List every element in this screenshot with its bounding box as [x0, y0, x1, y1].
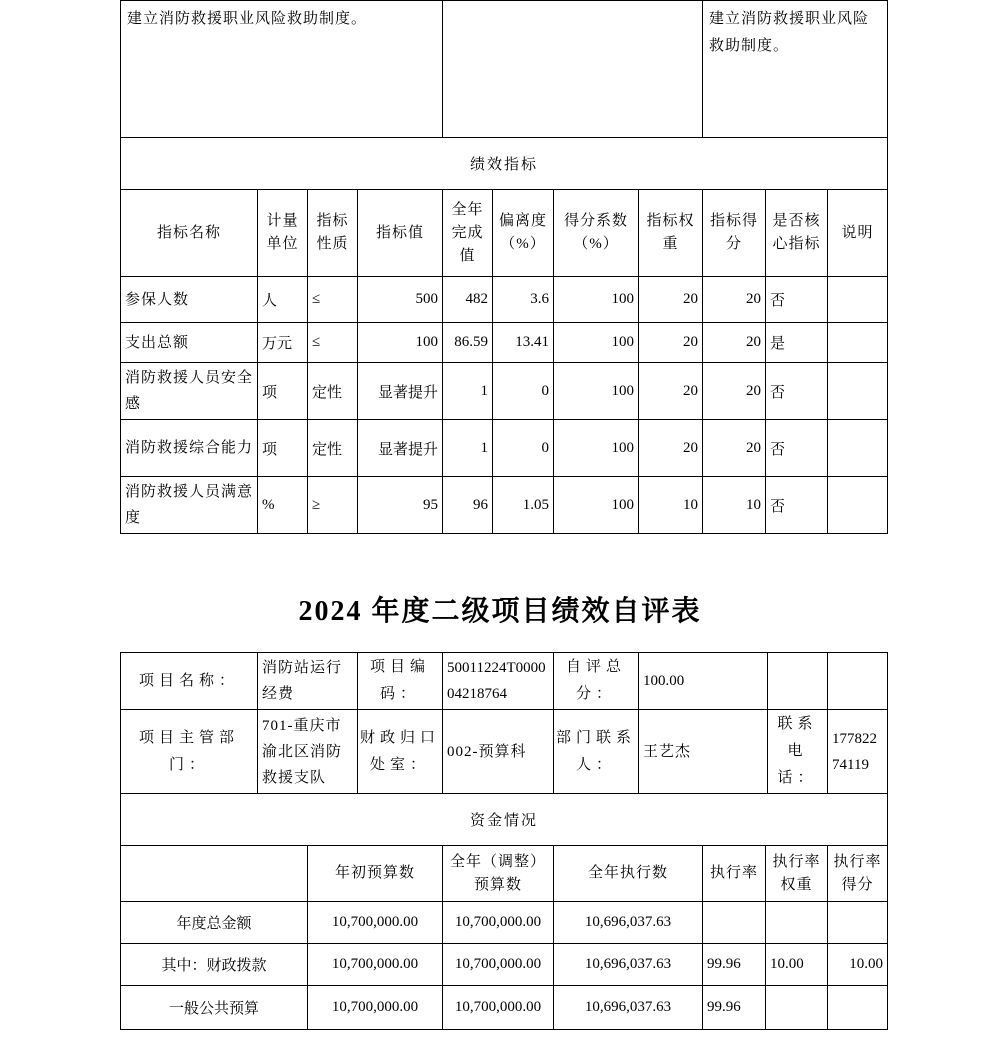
header-rate-score: 执行率得分	[828, 846, 888, 902]
score-cell: 20	[703, 323, 766, 363]
weight-cell: 20	[639, 363, 703, 420]
initial-budget-cell: 10,700,000.00	[308, 986, 443, 1030]
rate-score-cell	[828, 986, 888, 1030]
indicator-name-cell: 参保人数	[121, 277, 258, 323]
score-cell: 20	[703, 420, 766, 477]
indicator-row	[121, 323, 888, 363]
header-note: 说明	[828, 190, 888, 277]
adjusted-budget-cell: 10,700,000.00	[443, 986, 554, 1030]
exec-rate-cell: 99.96	[703, 986, 766, 1030]
rate-score-cell: 10.00	[828, 944, 888, 986]
indicators-section-row	[121, 138, 888, 190]
indicator-name-cell: 消防救援综合能力	[121, 420, 258, 477]
funding-row-label: 一般公共预算	[121, 986, 308, 1030]
dept-value: 701-重庆市渝北区消防救援支队	[258, 710, 358, 794]
phone-label: 联系电话：	[768, 710, 828, 794]
unit-cell: 人	[258, 277, 308, 323]
header-row-label	[121, 846, 308, 902]
indicator-row	[121, 277, 888, 323]
actual-cell: 1	[443, 363, 493, 420]
deviation-cell: 3.6	[493, 277, 554, 323]
header-score-coef: 得分系数（%）	[554, 190, 639, 277]
self-score-label: 自评总分：	[554, 653, 639, 710]
unit-cell: 万元	[258, 323, 308, 363]
funding-section-title: 资金情况	[121, 794, 888, 846]
funding-section-row	[121, 794, 888, 846]
header-deviation: 偏离度（%）	[493, 190, 554, 277]
project-code-value: 50011224T000004218764	[443, 653, 554, 710]
unit-cell: 项	[258, 363, 308, 420]
header-indicator-name: 指标名称	[121, 190, 258, 277]
weight-cell: 20	[639, 420, 703, 477]
target-cell: 显著提升	[358, 420, 443, 477]
note-cell	[828, 363, 888, 420]
contact-label: 部门联系人：	[554, 710, 639, 794]
funding-row	[121, 986, 888, 1030]
page-title: 2024 年度二级项目绩效自评表	[298, 596, 702, 627]
weight-cell: 20	[639, 277, 703, 323]
exec-rate-cell: 99.96	[703, 944, 766, 986]
header-actual: 全年完成值	[443, 190, 493, 277]
core-cell: 是	[766, 323, 828, 363]
score-coef-cell: 100	[554, 323, 639, 363]
unit-cell: %	[258, 477, 308, 534]
indicator-row	[121, 477, 888, 534]
score-cell: 20	[703, 277, 766, 323]
weight-cell: 20	[639, 323, 703, 363]
score-coef-cell: 100	[554, 477, 639, 534]
continuation-right-cell: 建立消防救援职业风险救助制度。	[703, 1, 888, 138]
performance-indicators-table	[120, 0, 888, 534]
weight-cell: 10	[639, 477, 703, 534]
target-cell: 95	[358, 477, 443, 534]
target-cell: 500	[358, 277, 443, 323]
actual-cell: 96	[443, 477, 493, 534]
self-score-value: 100.00	[639, 653, 768, 710]
executed-cell: 10,696,037.63	[554, 944, 703, 986]
funding-header-row	[121, 846, 888, 902]
funding-table	[120, 793, 888, 1030]
header-executed: 全年执行数	[554, 846, 703, 902]
rate-weight-cell	[766, 902, 828, 944]
header-adjusted-budget: 全年（调整）预算数	[443, 846, 554, 902]
header-unit: 计量单位	[258, 190, 308, 277]
target-cell: 100	[358, 323, 443, 363]
score-cell: 10	[703, 477, 766, 534]
initial-budget-cell: 10,700,000.00	[308, 944, 443, 986]
nature-cell: ≤	[308, 323, 358, 363]
finance-office-value: 002-预算科	[443, 710, 554, 794]
continuation-middle-cell	[443, 1, 703, 138]
phone-value: 17782274119	[828, 710, 888, 794]
note-cell	[828, 323, 888, 363]
project-info-row	[121, 653, 888, 710]
note-cell	[828, 420, 888, 477]
continuation-left-cell: 建立消防救援职业风险救助制度。	[121, 1, 443, 138]
header-exec-rate: 执行率	[703, 846, 766, 902]
continuation-row	[121, 1, 888, 138]
actual-cell: 1	[443, 420, 493, 477]
header-core: 是否核心指标	[766, 190, 828, 277]
score-coef-cell: 100	[554, 420, 639, 477]
project-info-row	[121, 710, 888, 794]
adjusted-budget-cell: 10,700,000.00	[443, 944, 554, 986]
empty-cell	[768, 653, 828, 710]
nature-cell: 定性	[308, 363, 358, 420]
header-nature: 指标性质	[308, 190, 358, 277]
indicator-row	[121, 420, 888, 477]
dept-label: 项目主管部门：	[121, 710, 258, 794]
core-cell: 否	[766, 363, 828, 420]
project-name-label: 项目名称：	[121, 653, 258, 710]
score-cell: 20	[703, 363, 766, 420]
nature-cell: ≥	[308, 477, 358, 534]
nature-cell: ≤	[308, 277, 358, 323]
funding-row-label: 其中：财政拨款	[121, 944, 308, 986]
deviation-cell: 1.05	[493, 477, 554, 534]
note-cell	[828, 277, 888, 323]
header-target: 指标值	[358, 190, 443, 277]
initial-budget-cell: 10,700,000.00	[308, 902, 443, 944]
deviation-cell: 0	[493, 363, 554, 420]
actual-cell: 482	[443, 277, 493, 323]
executed-cell: 10,696,037.63	[554, 986, 703, 1030]
executed-cell: 10,696,037.63	[554, 902, 703, 944]
header-weight: 指标权重	[639, 190, 703, 277]
indicator-name-cell: 消防救援人员满意度	[121, 477, 258, 534]
rate-score-cell	[828, 902, 888, 944]
funding-row-label: 年度总金额	[121, 902, 308, 944]
actual-cell: 86.59	[443, 323, 493, 363]
header-rate-weight: 执行率权重	[766, 846, 828, 902]
project-name-value: 消防站运行经费	[258, 653, 358, 710]
rate-weight-cell	[766, 986, 828, 1030]
project-code-label: 项目编码：	[358, 653, 443, 710]
empty-cell	[828, 653, 888, 710]
header-initial-budget: 年初预算数	[308, 846, 443, 902]
finance-office-label: 财政归口处室：	[358, 710, 443, 794]
core-cell: 否	[766, 420, 828, 477]
indicator-name-cell: 支出总额	[121, 323, 258, 363]
deviation-cell: 0	[493, 420, 554, 477]
project-info-table	[120, 652, 888, 794]
adjusted-budget-cell: 10,700,000.00	[443, 902, 554, 944]
note-cell	[828, 477, 888, 534]
indicator-row	[121, 363, 888, 420]
score-coef-cell: 100	[554, 363, 639, 420]
core-cell: 否	[766, 477, 828, 534]
indicator-name-cell: 消防救援人员安全感	[121, 363, 258, 420]
target-cell: 显著提升	[358, 363, 443, 420]
indicators-section-title: 绩效指标	[121, 138, 888, 190]
unit-cell: 项	[258, 420, 308, 477]
contact-value: 王艺杰	[639, 710, 768, 794]
core-cell: 否	[766, 277, 828, 323]
funding-row	[121, 902, 888, 944]
nature-cell: 定性	[308, 420, 358, 477]
exec-rate-cell	[703, 902, 766, 944]
score-coef-cell: 100	[554, 277, 639, 323]
rate-weight-cell: 10.00	[766, 944, 828, 986]
indicators-header-row	[121, 190, 888, 277]
deviation-cell: 13.41	[493, 323, 554, 363]
funding-row	[121, 944, 888, 986]
header-score: 指标得分	[703, 190, 766, 277]
